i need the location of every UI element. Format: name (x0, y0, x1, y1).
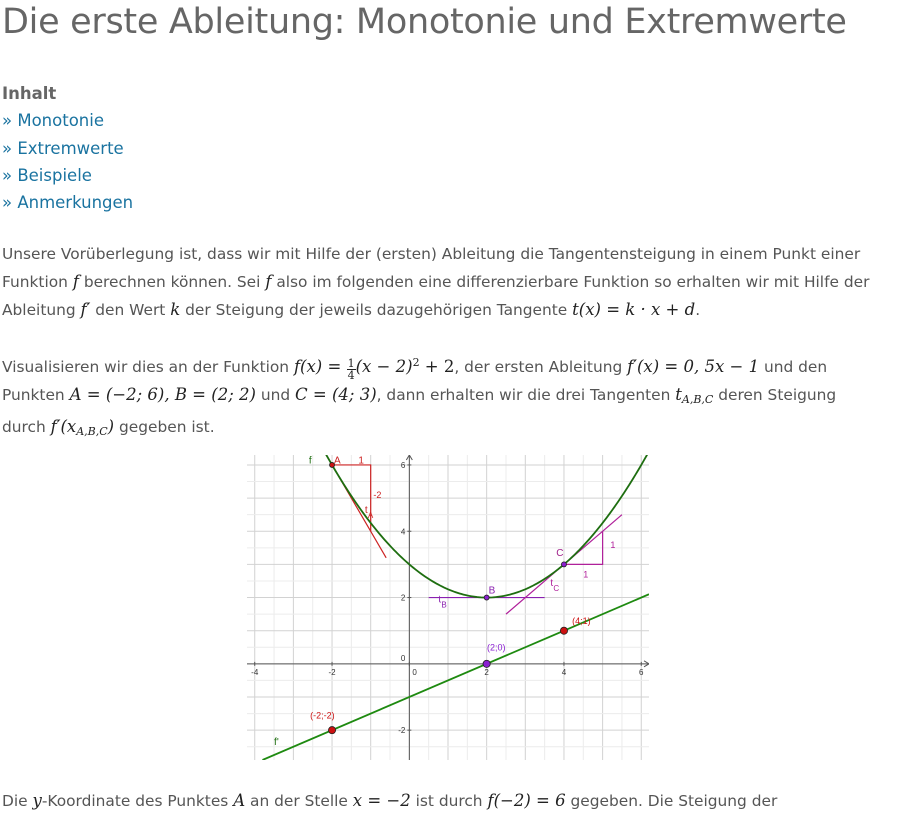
point-20 (483, 660, 490, 667)
label-point-4-1: (4;1) (572, 616, 591, 627)
math: (x − 2) (355, 357, 413, 376)
toc-link-beispiele[interactable]: » Beispiele (2, 165, 92, 185)
toc-heading: Inhalt (2, 84, 57, 103)
text: berechnen können. Sei (78, 273, 266, 291)
text: , der ersten Ableitung (454, 358, 628, 376)
math: t(x) = k · x + d (572, 300, 696, 319)
math-subscript: A,B,C (681, 393, 714, 406)
table-of-contents (2, 80, 133, 216)
text: der Steigung der jeweils dazugehörigen Tangente (180, 301, 573, 319)
math: ) (107, 417, 115, 436)
x-tick-label: 2 (484, 667, 489, 677)
y-tick-label: 6 (400, 460, 406, 470)
text: Visualisieren wir dies an der Funktion (2, 358, 294, 376)
math: k (170, 300, 181, 319)
text: Unsere Vorüberlegung ist, dass wir mit Hilfe der (ersten) Ableitung die Tangentensteigung in einem Punkt einer (2, 245, 861, 263)
label-run-a: 1 (358, 455, 364, 467)
x-tick-label: 6 (639, 667, 644, 677)
tangent-label-c: t (550, 577, 554, 589)
x-tick-label: -2 (328, 667, 336, 677)
label-rise-c: 1 (610, 539, 616, 550)
text: Punkten (2, 386, 70, 404)
text: und den (759, 358, 828, 376)
fraction-denominator: 4 (347, 369, 355, 382)
label-point-2-0: (2;0) (487, 642, 506, 653)
tangent-label-sub-a: A (367, 511, 374, 521)
text: Ableitung (2, 301, 81, 319)
math: f′ (80, 300, 91, 319)
math-fraction (347, 358, 356, 381)
point-41 (560, 627, 567, 634)
y-tick-label: 2 (400, 593, 406, 603)
tangent-label-a: t (364, 505, 368, 517)
label-c: C (556, 548, 564, 560)
tangent-label-b: t (438, 594, 442, 606)
text: deren Steigung (713, 386, 837, 404)
math: f(x) = (293, 357, 347, 376)
math-subscript: A,B,C (76, 425, 108, 438)
label-f: f (308, 455, 312, 467)
point--2-2 (328, 727, 335, 734)
text: an der Stelle (245, 792, 353, 810)
math: y (32, 791, 42, 810)
text: ist durch (410, 792, 488, 810)
tangent-label-sub-c: C (553, 583, 560, 593)
math-superscript: 2 (412, 356, 420, 369)
math: f′(x (50, 417, 77, 436)
text: den Wert (90, 301, 171, 319)
math: t (675, 385, 682, 404)
toc-link-extremwerte[interactable]: » Extremwerte (2, 138, 124, 158)
label-rise-a: -2 (373, 490, 382, 501)
math: + 2 (419, 357, 455, 376)
text: -Koordinate des Punktes (41, 792, 234, 810)
y-tick-label: 4 (400, 527, 406, 537)
math: A (233, 791, 246, 810)
text: . (695, 301, 701, 319)
text: durch (2, 418, 51, 436)
label-run-c: 1 (583, 569, 589, 580)
math: f (72, 272, 79, 291)
text: , dann erhalten wir die drei Tangenten (376, 386, 676, 404)
toc-link-monotonie[interactable]: » Monotonie (2, 111, 104, 131)
paragraph-visualisation (2, 349, 900, 445)
label-a: A (333, 455, 341, 467)
label-b: B (488, 585, 496, 597)
y-tick-label: -2 (398, 726, 406, 736)
math: f(−2) = 6 (487, 791, 566, 810)
text: Die (2, 792, 33, 810)
toc-link-anmerkungen[interactable]: » Anmerkungen (2, 193, 134, 213)
text: gegeben ist. (114, 418, 215, 436)
text: gegeben. Die Steigung der (565, 792, 778, 810)
label-f-prime: f' (274, 737, 279, 749)
math: A = (−2; 6), B = (2; 2) (69, 385, 256, 404)
math: f (265, 272, 272, 291)
point-c (561, 562, 566, 567)
x-tick-label: 0 (412, 667, 417, 677)
graph-canvas (247, 455, 649, 760)
y-tick-label: 0 (400, 653, 406, 663)
paragraph-intro (2, 241, 900, 324)
text: Funktion (2, 273, 73, 291)
label-point-m2-m2: (-2;-2) (310, 710, 335, 721)
fraction-numerator: 1 (347, 357, 355, 370)
math: x = −2 (352, 791, 411, 810)
text: also im folgenden eine differenzierbare Funktion so erhalten wir mit Hilfe der (271, 273, 870, 291)
function-graph (247, 455, 649, 764)
tangent-label-sub-b: B (441, 600, 447, 610)
math: C = (4; 3) (295, 385, 377, 404)
x-tick-label: 4 (561, 667, 567, 677)
text: und (255, 386, 296, 404)
page-title: Die erste Ableitung: Monotonie und Extremwerte (2, 2, 847, 42)
math: f′(x) = 0, 5x − 1 (627, 357, 760, 376)
x-tick-label: -4 (251, 667, 259, 677)
